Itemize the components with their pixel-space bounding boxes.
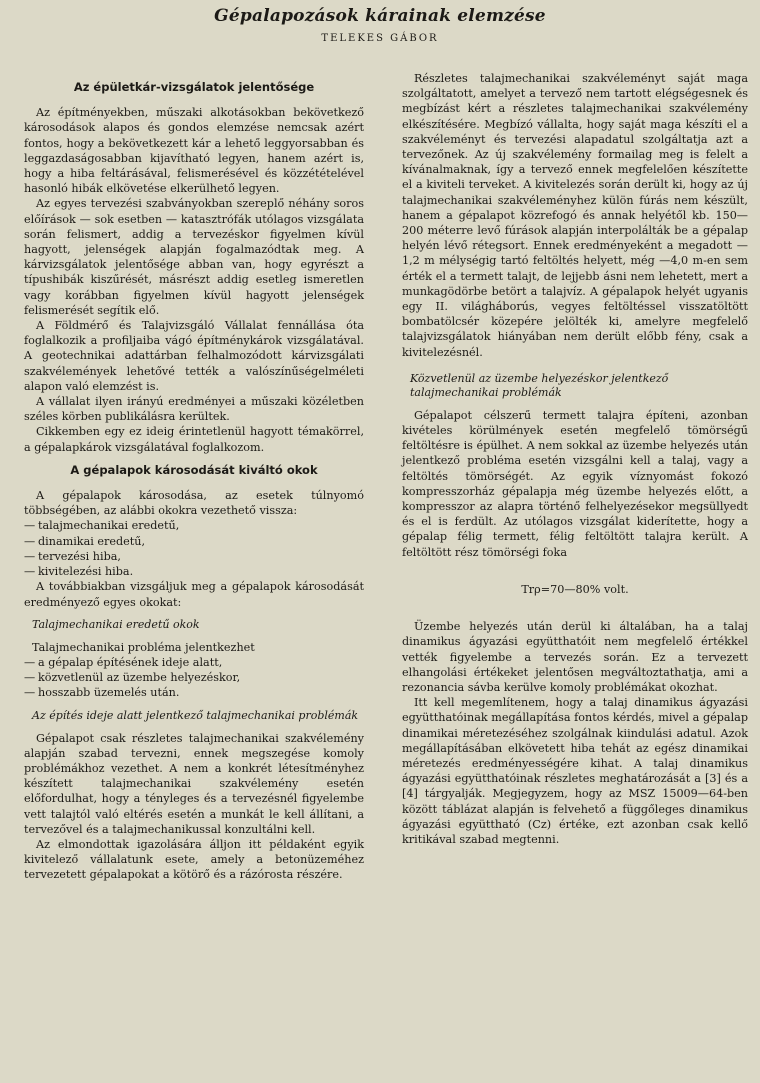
- list-item: — közvetlenül az üzembe helyezéskor,: [24, 670, 364, 685]
- paragraph: A vállalat ilyen irányú eredményei a műszaki közéletben széles körben publikálásra kerültek.: [24, 395, 364, 424]
- timing-list: [24, 655, 364, 701]
- paragraph: Üzembe helyezés után derül ki általában, ha a talaj dinamikus ágyazási együtthatóit nem megfelelő értékkel vették figyelembe a tervezés során. Ez a tervezett elhangolási értékeket jelentősen megváltoztathatja, ami a rezonancia sávba kerülve komoly problémákat okozhat.: [402, 620, 748, 694]
- paragraph: A Földmérő és Talajvizsgáló Vállalat fennállása óta foglalkozik a profiljaiba vágó építménykárok vizsgálatával. A geotechnikai adattárban felhalmozódott kárvizsgálati szakvélemények lehetővé tették a valószínűségelméleti alapon való elemzést is.: [24, 319, 364, 393]
- list-item: — kivitelezési hiba.: [24, 564, 364, 579]
- compaction-formula: Trρ=70—80% volt.: [521, 582, 629, 596]
- paragraph: Cikkemben egy ez ideig érintetlenül hagyott témakörrel, a gépalapkárok vizsgálatával foglalkozom.: [24, 425, 364, 454]
- left-column: [24, 74, 364, 883]
- section-heading: Az épületkár-vizsgálatok jelentősége: [73, 80, 315, 94]
- subsection-heading: Az építés ideje alatt jelentkező talajmechanikai problémák: [32, 708, 359, 722]
- list-item: — hosszabb üzemelés után.: [24, 685, 364, 700]
- paragraph: Részletes talajmechanikai szakvéleményt saját maga szolgáltatott, amelyet a tervező nem tartott elégségesnek és megbízást kért a részletes talajmechanikai szakvélemény elkészítésére. Megbízó vállalta, hogy saját maga készíti el a szakvéleményt és tervezési alapadatul szolgáltatja azt a tervezőnek. Az új szakvélemény formailag meg is felelt a kívánalmaknak, így a tervező ennek megfelelően készítette el a kiviteli terveket. A kivitelezés során derült ki, hogy az új talajmechanikai szakvéleményhez külön fúrás nem készült, hanem a gépalapot közrefogó és annak helyétől kb. 150—200 méterre levő fúrások alapján interpolálták be a gépalap helyén lévő rétegsort. Ennek eredményeként a megadott —1,2 m mélységig tartó feltöltés helyett, még —4,0 m-en sem érték el a termett talajt, de lejjebb ásni nem lehetett, mert a munkagödörbe betört a talajvíz. A gépalapok helyét ugyanis egy II. világháborús, vegyes feltöltéssel visszatöltött bombatölcsér közepére jelölték ki, amelyre megfelelő talajvizsgálatok hiányában nem derült előbb fény, csak a kivitelezésnél.: [402, 72, 748, 359]
- section-heading: A gépalapok károsodását kiváltó okok: [70, 462, 318, 477]
- paragraph: Az építményekben, műszaki alkotásokban bekövetkező károsodások alapos és gondos elemzése nemcsak azért fontos, hogy a bekövetkezett kár a lehető leggyorsabban és leggazdaságosabban kijavítható legyen, hanem azért is, hogy a hiba feltárásával, felismerésével és közzétételével hasonló hibák elkövetése elkerülhető legyen.: [24, 106, 364, 196]
- list-item: — dinamikai eredetű,: [24, 534, 364, 549]
- article-author: TELEKES GÁBOR: [321, 33, 439, 44]
- list-item: — a gépalap építésének ideje alatt,: [24, 655, 364, 670]
- paragraph: A továbbiakban vizsgáljuk meg a gépalapok károsodását eredményező egyes okokat:: [24, 580, 364, 609]
- paragraph: A gépalapok károsodása, az esetek túlnyomó többségében, az alábbi okokra vezethető vissza:: [24, 489, 364, 518]
- causes-list: [24, 518, 364, 579]
- paragraph: Talajmechanikai probléma jelentkezhet: [32, 640, 255, 654]
- paragraph: Gépalapot csak részletes talajmechanikai szakvélemény alapján szabad tervezni, ennek megszegése komoly problémákhoz vezethet. A nem a konkrét létesítményhez készített talajmechanikai szakvélemény esetén előfordulhat, hogy a tényleges és a tervezésnél figyelembe vett talajtól való eltérés esetén a munkát le kell állítani, a tervezővel és a talajmechanikussal konzultálni kell.: [24, 731, 364, 836]
- paragraph: Az elmondottak igazolására álljon itt példaként egyik kivitelező vállalatunk esete, amely a betonüzeméhez tervezetett gépalapokat a kötörő és a rázórosta részére.: [24, 837, 364, 882]
- paragraph: Itt kell megemlítenem, hogy a talaj dinamikus ágyazási együtthatóinak megállapítása fontos kérdés, mivel a gépalap dinamikai méretezéséhez szolgálnak kiindulási adatul. Azok megállapításában elkövetett hiba tehát az egész dinamikai méretezés eredményességére kihat. A talaj dinamikus ágyazási együtthatóinak részletes meghatározását a [3] és a [4] tárgyalják. Megjegyzem, hogy az MSZ 15009—64-ben között táblázat alapján is felvehető a függőleges dinamikus ágyazási együttható (Cz) értéke, ezt azonban csak kellő kritikával szabad megtenni.: [402, 696, 748, 846]
- paragraph: Gépalapot célszerű termett talajra építeni, azonban kivételes körülmények esetén megfelelő tömörségű feltöltésre is épülhet. A nem sokkal az üzembe helyezés után jelentkező probléma esetén vizsgálni kell a talaj, vagy a feltöltés tömörségét. Az egyik víznyomást fokozó kompresszorház gépalapja még üzembe helyezés előtt, a kompresszor az alapra történő felhelyezésekor megsüllyedt és el is ferdült. Az utólagos vizsgálat kiderítette, hogy a gépalap félig termett, félig feltöltött talajra került. A feltöltött rész tömörségi foka: [402, 408, 748, 559]
- list-item: — talajmechanikai eredetű,: [24, 518, 364, 533]
- paragraph: Az egyes tervezési szabványokban szereplő néhány soros előírások — sok esetben — katasztrófák utólagos vizsgálata során felismert, addig a tervezéskor figyelmen kívül hagyott, jelenségek alapján fogalmazódtak meg. A kárvizsgálatok jelentősége abban van, hogy egyrészt a típushibák kiszűrését, másrészt addig esetleg ismeretlen vagy korábban figyelmen kívül hagyott jelenségek felismerését segítik elő.: [24, 197, 364, 317]
- subsection-heading: Talajmechanikai eredetű okok: [32, 617, 200, 631]
- list-item: — tervezési hiba,: [24, 549, 364, 564]
- article-title: Gépalapozások kárainak elemzése: [214, 6, 546, 26]
- right-column: [402, 71, 748, 847]
- subsection-heading: Közvetlenül az üzembe helyezéskor jelentkező talajmechanikai problémák: [410, 371, 669, 399]
